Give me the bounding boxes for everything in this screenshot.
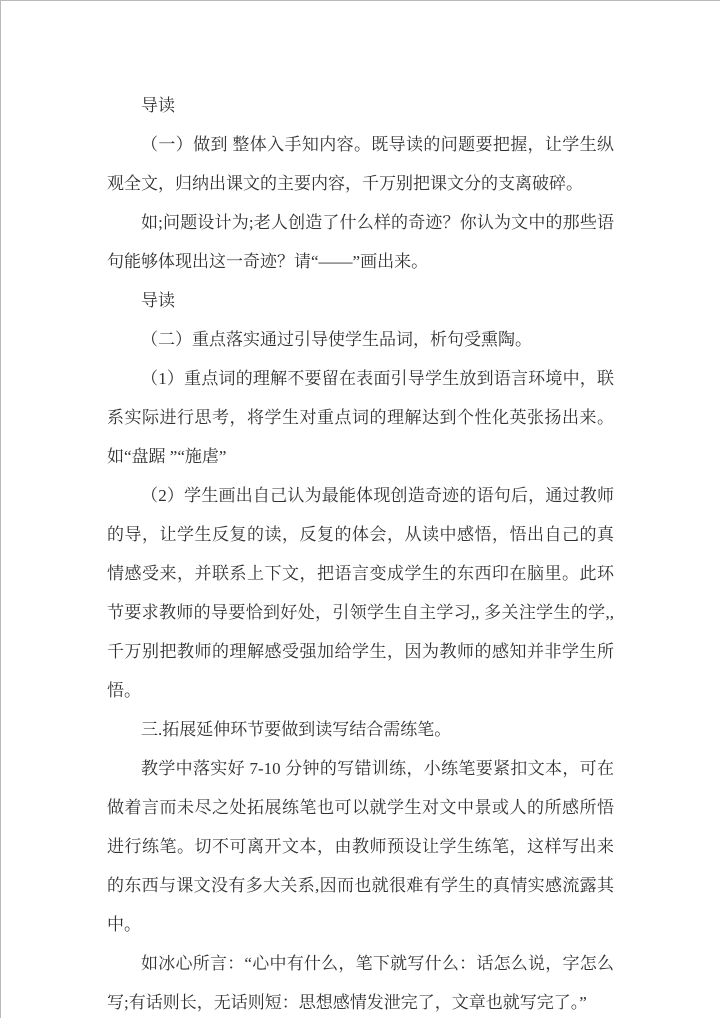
paragraph: 三.拓展延伸环节要做到读写结合需练笔。 [141, 720, 452, 739]
paragraph: 导读 [141, 96, 175, 115]
paragraph: （1）重点词的理解不要留在表面引导学生放到语言环境中，联系实际进行思考，将学生对重点词的理解达到个性化英张扬出来。如“盘踞 ”“施虐” [107, 369, 614, 466]
paragraph: 教学中落实好 7-10 分钟的写错训练，小练笔要紧扣文本，可在做着言而未尽之处拓展练笔也可以就学生对文中景或人的所感所悟进行练笔。切不可离开文本，由教师预设让学生练笔，这样写出来的东西与课文没有多大关系,因而也就很难有学生的真情实感流露其中。 [107, 759, 614, 934]
document-body [1, 1, 720, 1018]
paragraph: 导读 [141, 291, 175, 310]
paragraph: （一）做到 整体入手知内容。既导读的问题要把握，让学生纵观全文，归纳出课文的主要内容，千万别把课文分的支离破碎。 [107, 135, 614, 193]
paragraph: 如冰心所言：“心中有什么，笔下就写什么：话怎么说，字怎么写;有话则长，无话则短：思想感情发泄完了，文章也就写完了。” [107, 954, 614, 1012]
paragraph: 如;问题设计为;老人创造了什么样的奇迹？你认为文中的那些语句能够体现出这一奇迹？请“——”画出来。 [107, 213, 614, 271]
paragraph: （2）学生画出自己认为最能体现创造奇迹的语句后，通过教师的导，让学生反复的读，反复的体会，从读中感悟，悟出自己的真情感受来，并联系上下文，把语言变成学生的东西印在脑里。此环节要求教师的导要恰到好处，引领学生自主学习,, 多关注学生的学,, 千万别把教师的理解感受强加给学生，因为教师的感知并非学生所悟。 [107, 486, 614, 700]
paragraph: （二）重点落实通过引导使学生品词，析句受熏陶。 [141, 330, 532, 349]
